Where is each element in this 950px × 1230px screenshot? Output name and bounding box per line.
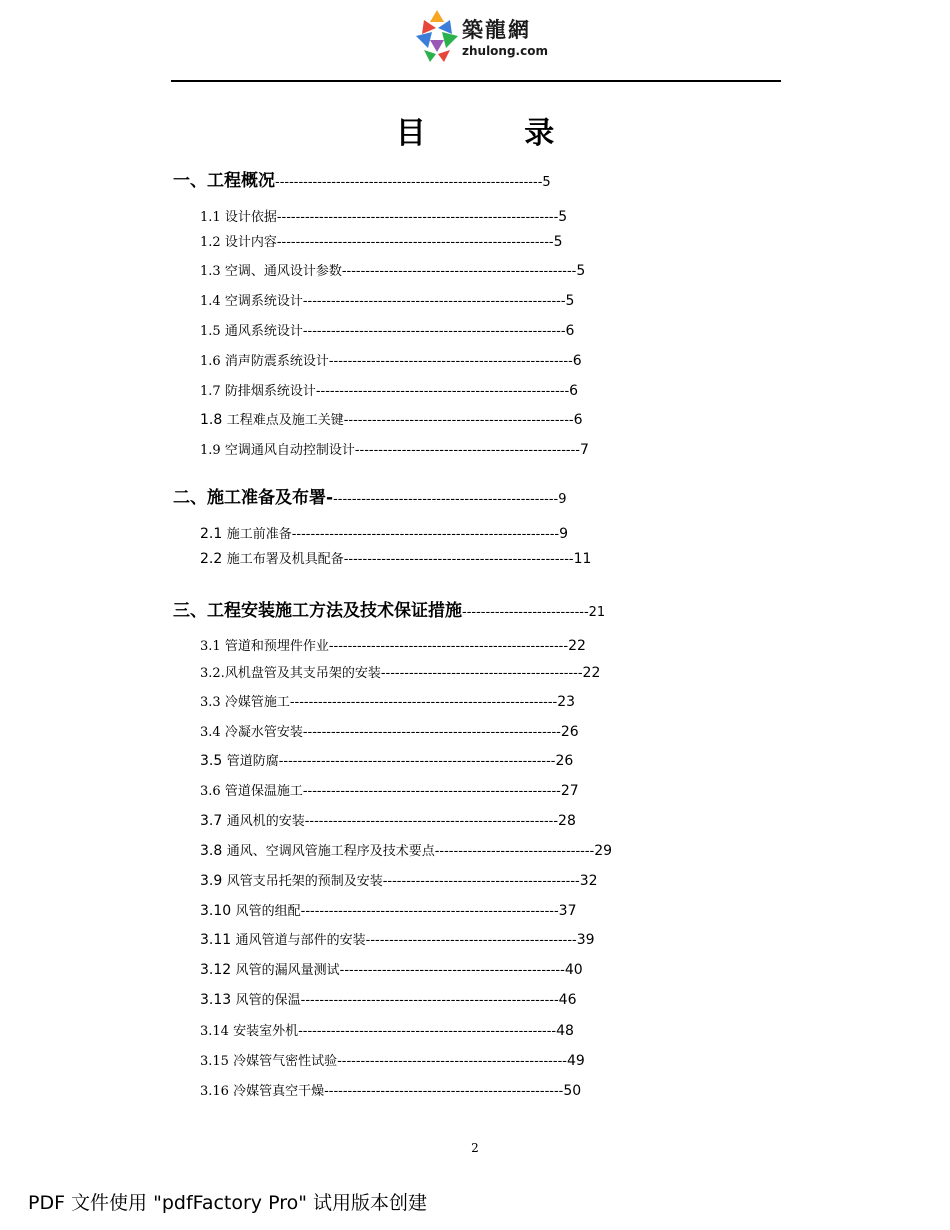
toc-entry-leader: ------------------------------------------------	[354, 443, 580, 458]
pdf-footer	[28, 1188, 427, 1215]
toc-entry[interactable]	[200, 409, 583, 428]
toc-entry-page: 21	[588, 605, 606, 620]
toc-entry-page: 9	[559, 526, 569, 542]
toc-entry-number: 1.8	[200, 412, 227, 428]
toc-section[interactable]	[173, 166, 551, 191]
toc-entry-page: 5	[576, 263, 586, 279]
toc-entry-leader: -------------------------------------------------------	[300, 904, 559, 919]
toc-entry-leader: ----------------------------------	[434, 844, 595, 859]
toc-entry-leader: ------------------------------------------------------	[315, 384, 570, 399]
toc-entry[interactable]	[200, 929, 595, 948]
zhulong-logo	[414, 8, 548, 66]
toc-entry-number: 3.11	[200, 932, 236, 948]
toc-entry-title: 风管的保温	[235, 993, 301, 1008]
toc-entry[interactable]	[200, 840, 612, 859]
toc-entry-page: 28	[558, 813, 576, 829]
toc-entry-title: 施工布署及机具配备	[226, 552, 344, 567]
toc-entry-page: 6	[565, 323, 575, 339]
logo-diamond-icon	[414, 10, 460, 64]
toc-entry-leader: ---------------------------------------------------	[324, 1084, 564, 1099]
toc-entry-page: 6	[569, 383, 579, 399]
toc-entry-page: 11	[573, 551, 592, 567]
toc-entry-leader: -------------------------------------------------------	[300, 993, 559, 1008]
toc-entry[interactable]	[200, 900, 576, 919]
toc-entry-leader: --------------------------------------------------------	[302, 294, 566, 309]
toc-entry-title: 施工前准备	[226, 527, 292, 542]
toc-entry[interactable]	[200, 1020, 574, 1039]
toc-entry-leader: ------------------------------------------------	[339, 963, 565, 978]
toc-entry-page: 26	[560, 724, 579, 740]
toc-entry-title: 通风、空调风管施工程序及技术要点	[226, 844, 435, 859]
toc-entry-title: 消声防震系统设计	[224, 354, 329, 369]
toc-entry[interactable]	[200, 721, 579, 740]
toc-entry-page: 50	[563, 1083, 582, 1099]
toc-entry-page: 32	[579, 873, 598, 889]
toc-entry-leader: -------------------------------------------------------	[302, 725, 561, 740]
toc-entry-number: 3.3	[200, 695, 225, 710]
logo-english-text: zhulong.com	[462, 44, 548, 58]
toc-entry-title: 设计依据	[224, 210, 277, 225]
toc-entry[interactable]	[200, 780, 579, 799]
toc-entry-page: 22	[582, 665, 601, 681]
toc-entry-title: 冷媒管气密性试验	[233, 1054, 338, 1069]
toc-entry-leader: -------------------------------------------------	[343, 552, 574, 567]
toc-entry-number: 3.13	[200, 992, 236, 1008]
toc-entry-page: 48	[556, 1023, 574, 1039]
toc-entry-leader: ------------------------------------------------	[333, 492, 559, 507]
toc-entry-title: 通风机的安装	[226, 814, 305, 829]
toc-entry-title: 空调通风自动控制设计	[224, 443, 355, 458]
toc-entry-leader: --------------------------------------------------	[341, 264, 577, 279]
toc-section[interactable]	[173, 483, 567, 508]
toc-entry-page: 39	[576, 932, 595, 948]
toc-entry-number: 3.2.	[200, 666, 225, 681]
toc-entry[interactable]	[200, 810, 576, 829]
toc-entry[interactable]	[200, 350, 582, 369]
toc-entry[interactable]	[200, 989, 576, 1008]
toc-entry[interactable]	[200, 548, 591, 567]
toc-entry-title: 冷凝水管安装	[224, 725, 303, 740]
toc-entry-title: 设计内容	[224, 235, 277, 250]
toc-entry[interactable]	[200, 959, 583, 978]
toc-entry-title: 防排烟系统设计	[224, 384, 316, 399]
toc-entry-page: 6	[573, 412, 583, 428]
toc-entry-page: 22	[568, 638, 586, 654]
header-rule	[171, 80, 781, 82]
toc-entry-number: 1.6	[200, 354, 225, 369]
toc-entry[interactable]	[200, 439, 589, 458]
toc-entry[interactable]	[200, 750, 573, 769]
toc-entry-number: 1.7	[200, 384, 225, 399]
toc-entry[interactable]	[200, 662, 600, 681]
toc-entry-leader: -------------------------------------------------	[343, 413, 574, 428]
toc-entry[interactable]	[200, 635, 586, 654]
toc-entry-number: 3.8	[200, 843, 227, 859]
toc-entry-number: 二、	[173, 488, 207, 508]
toc-entry[interactable]	[200, 290, 574, 309]
toc-entry-number: 2.1	[200, 526, 227, 542]
toc-entry-page: 6	[572, 353, 582, 369]
toc-entry-number: 1.1	[200, 210, 225, 225]
toc-entry[interactable]	[200, 691, 575, 710]
toc-entry-number: 3.16	[200, 1084, 234, 1099]
toc-entry[interactable]	[200, 1050, 585, 1069]
toc-entry-title: 空调、通风设计参数	[224, 264, 342, 279]
toc-entry-number: 3.1	[200, 639, 225, 654]
toc-entry-leader: ---------------------------------------------------------	[291, 527, 560, 542]
toc-entry-leader: --------------------------------------------------------	[302, 324, 566, 339]
toc-entry[interactable]	[200, 320, 574, 339]
page-title: 目 录	[395, 116, 599, 151]
toc-entry[interactable]	[200, 380, 578, 399]
toc-entry-leader: -----------------------------------------------------------	[278, 754, 556, 769]
toc-entry-title: 安装室外机	[233, 1024, 299, 1039]
toc-entry-page: 27	[560, 783, 579, 799]
toc-entry[interactable]	[200, 206, 567, 225]
toc-entry-title: 风管的漏风量测试	[235, 963, 340, 978]
toc-entry-leader: ---------------------------------------------------------	[289, 695, 558, 710]
toc-entry-title: 通风管道与部件的安装	[235, 933, 366, 948]
toc-entry-title: 通风系统设计	[224, 324, 303, 339]
toc-entry-title: 冷媒管真空干燥	[233, 1084, 325, 1099]
toc-entry-leader: -------------------------------------------	[380, 666, 583, 681]
toc-entry-title: 管道保温施工	[224, 784, 303, 799]
toc-entry-number: 1.9	[200, 443, 225, 458]
toc-entry-leader: ---------------------------------------------	[365, 933, 577, 948]
toc-entry-number: 三、	[173, 601, 207, 621]
toc-entry-page: 5	[558, 209, 568, 225]
toc-entry-leader: ------------------------------------------------------	[304, 814, 559, 829]
toc-entry-title: 风管的组配	[235, 904, 301, 919]
toc-entry-title: 施工准备及布署-	[207, 488, 334, 508]
toc-entry-page: 5	[542, 175, 551, 190]
toc-entry-page: 26	[555, 753, 574, 769]
toc-entry-number: 2.2	[200, 551, 227, 567]
toc-entry-number: 3.7	[200, 813, 227, 829]
toc-entry-title: 工程概况	[207, 171, 275, 191]
toc-entry-leader: -------------------------------------------------	[337, 1054, 567, 1069]
toc-entry-title: 管道防腐	[226, 754, 279, 769]
toc-entry[interactable]	[200, 260, 585, 279]
footer-text: PDF 文件使用 "pdfFactory Pro" 试用版本创建	[28, 1192, 428, 1214]
page-number: 2	[471, 1141, 479, 1155]
toc-entry[interactable]	[200, 523, 568, 542]
toc-entry-title: 工程难点及施工关键	[226, 413, 344, 428]
toc-entry-number: 3.15	[200, 1054, 234, 1069]
toc-entry-number: 3.9	[200, 873, 227, 889]
toc-entry-page: 5	[553, 234, 563, 250]
toc-entry-leader: -------------------------------------------------------	[298, 1024, 557, 1039]
logo-chinese-text: 築龍網	[462, 17, 531, 42]
toc-entry-number: 3.12	[200, 962, 236, 978]
toc-entry-leader: -------------------------------------------------------	[302, 784, 561, 799]
toc-entry-leader: ----------------------------------------------------	[328, 354, 573, 369]
toc-section[interactable]	[173, 596, 605, 621]
toc-entry-number: 1.5	[200, 324, 225, 339]
toc-entry-page: 7	[580, 442, 589, 458]
toc-entry-page: 49	[566, 1053, 585, 1069]
toc-entry-leader: -----------------------------------------------------------	[276, 235, 554, 250]
toc-entry-number: 1.3	[200, 264, 225, 279]
toc-entry-title: 风管支吊托架的预制及安装	[226, 874, 383, 889]
toc-entry-leader: ------------------------------------------	[382, 874, 580, 889]
toc-entry-title: 冷媒管施工	[224, 695, 290, 710]
toc-entry-number: 3.10	[200, 903, 236, 919]
toc-entry-page: 5	[565, 293, 575, 309]
toc-entry-title: 管道和预埋件作业	[224, 639, 329, 654]
toc-entry-page: 46	[558, 992, 577, 1008]
toc-entry-number: 1.4	[200, 294, 225, 309]
toc-entry[interactable]	[200, 1080, 581, 1099]
toc-entry-number: 一、	[173, 171, 207, 191]
toc-entry-page: 40	[564, 962, 583, 978]
toc-entry[interactable]	[200, 870, 598, 889]
toc-entry-number: 3.5	[200, 753, 227, 769]
toc-entry-number: 3.4	[200, 725, 225, 740]
toc-entry-page: 9	[558, 492, 567, 507]
toc-entry-leader: ---------------------------------------------------	[328, 639, 569, 654]
toc-entry-leader: ---------------------------	[462, 605, 589, 620]
toc-entry-number: 3.6	[200, 784, 225, 799]
toc-entry-number: 3.14	[200, 1024, 234, 1039]
toc-entry-page: 23	[557, 694, 576, 710]
toc-entry[interactable]	[200, 231, 563, 250]
toc-entry-page: 29	[594, 843, 613, 859]
toc-entry-leader: ------------------------------------------------------------	[276, 210, 559, 225]
toc-entry-leader: ---------------------------------------------------------	[275, 175, 543, 190]
toc-entry-number: 1.2	[200, 235, 225, 250]
toc-entry-title: 空调系统设计	[224, 294, 303, 309]
toc-entry-title: 工程安装施工方法及技术保证措施	[207, 601, 462, 621]
toc-entry-title: 风机盘管及其支吊架的安装	[224, 666, 381, 681]
toc-entry-page: 37	[558, 903, 577, 919]
